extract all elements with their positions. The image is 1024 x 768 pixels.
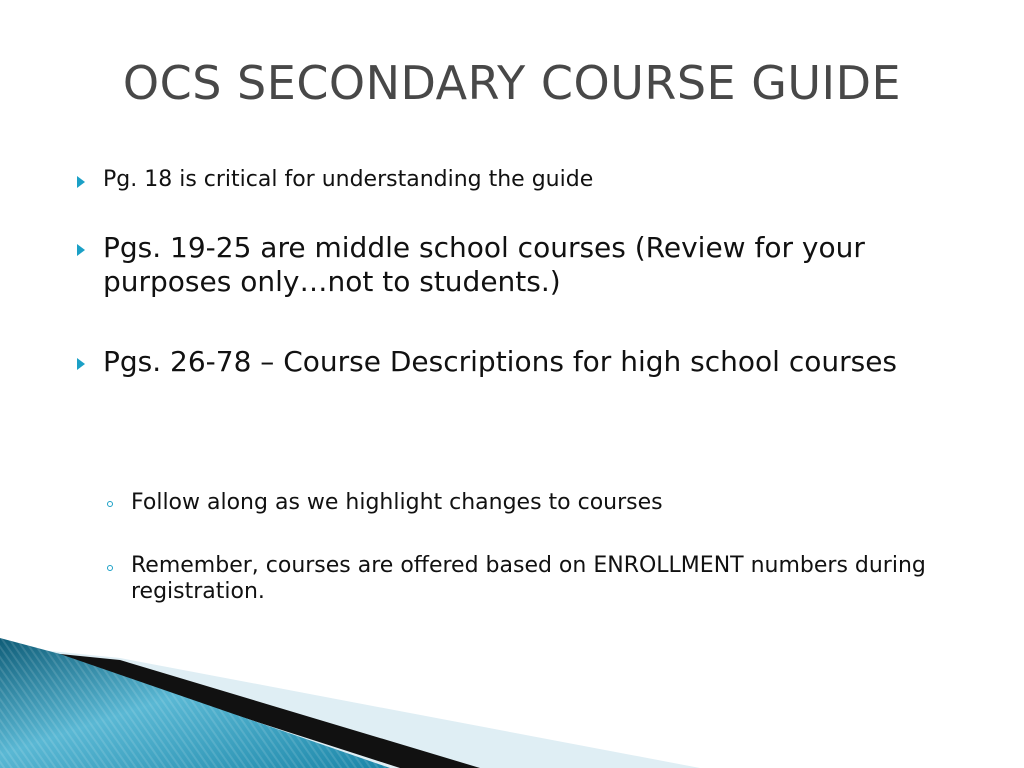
bullet-text: Pg. 18 is critical for understanding the guide — [103, 167, 594, 192]
decorative-swoosh — [0, 638, 1024, 768]
sub-bullet-text: Remember, courses are offered based on ENROLLMENT numbers during registration. — [131, 553, 926, 604]
bullet-text: Pgs. 26-78 – Course Descriptions for high school courses — [103, 345, 898, 378]
circle-bullet-icon — [107, 501, 113, 507]
bullet-text: Pgs. 19-25 are middle school courses (Review for your purposes only…not to students.) — [103, 231, 865, 298]
slide-title: OCS SECONDARY COURSE GUIDE — [122, 56, 902, 110]
arrow-bullet-icon — [77, 244, 85, 256]
sub-bullet-text: Follow along as we highlight changes to courses — [131, 490, 663, 515]
circle-bullet-icon — [107, 565, 113, 571]
arrow-bullet-icon — [77, 358, 85, 370]
arrow-bullet-icon — [77, 176, 85, 188]
